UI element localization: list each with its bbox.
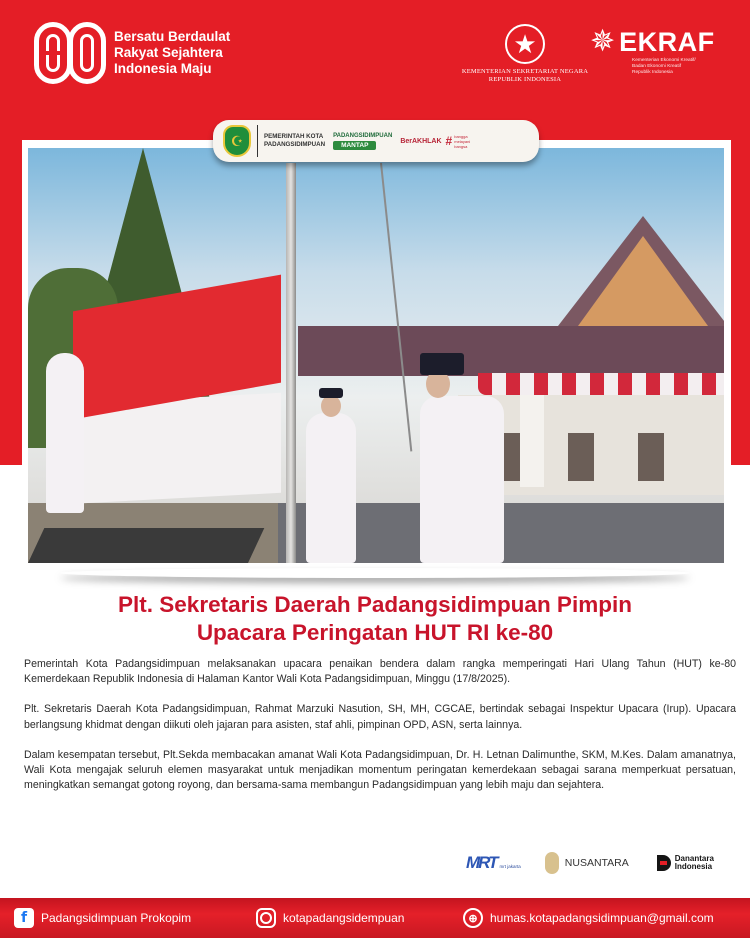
globe-icon: ⊕ bbox=[463, 908, 483, 928]
nusantara-seal-icon bbox=[545, 852, 559, 874]
star-emblem-icon: ★ bbox=[505, 24, 545, 64]
flag-bearer-left bbox=[46, 353, 84, 513]
footer-bar bbox=[0, 898, 750, 938]
red-white-bunting bbox=[478, 373, 724, 395]
padangsidimpuan-mantap-logo: PADANGSIDIMPUAN MANTAP bbox=[333, 132, 393, 149]
facebook-icon: f bbox=[14, 908, 34, 928]
article-body bbox=[24, 657, 736, 808]
flagpole bbox=[286, 163, 296, 563]
hut-ri-80-logo bbox=[34, 22, 230, 84]
paragraph: Pemerintah Kota Padangsidimpuan melaksanakan upacara penaikan bendera dalam rangka memperingati Hari Ulang Tahun (HUT) ke-80 Kemerdekaan Republik Indonesia di Halaman Kantor Wali Kota Padangsidimpuan, Minggu (17/8/2025). bbox=[24, 658, 736, 686]
instagram-link[interactable]: kotapadangsidempuan bbox=[256, 908, 404, 928]
mrt-jakarta-logo: MRT mrt jakarta bbox=[466, 853, 521, 872]
nusantara-logo: NUSANTARA bbox=[545, 852, 629, 874]
flag-bearer-male bbox=[420, 396, 504, 563]
partner-logos bbox=[466, 852, 714, 874]
kemensetneg-logo: ★ KEMENTERIAN SEKRETARIAT NEGARA REPUBLIK INDONESIA bbox=[440, 24, 610, 84]
number-80-mark bbox=[34, 22, 106, 84]
flagpole-base bbox=[28, 528, 264, 563]
ekraf-logo: ✵ EKRAF Kementerian Ekonomi Kreatif/ Badan Ekonomi Kreatif Republik Indonesia bbox=[590, 25, 715, 75]
roof-ornament bbox=[578, 236, 708, 326]
government-logos-pill bbox=[213, 120, 539, 162]
photo-shadow bbox=[60, 568, 690, 578]
instagram-icon bbox=[256, 908, 276, 928]
pemkot-label: PEMERINTAH KOTA PADANGSIDIMPUAN bbox=[264, 133, 326, 148]
bangga-melayani-logo: bangga melayani bangsa bbox=[454, 133, 471, 149]
danantara-logo: Danantara Indonesia bbox=[657, 855, 714, 872]
facebook-link[interactable]: f Padangsidimpuan Prokopim bbox=[14, 908, 191, 928]
padangsidimpuan-crest-icon: ☪ bbox=[223, 125, 251, 157]
flag-bearer-female bbox=[306, 413, 356, 563]
flag-rope bbox=[380, 163, 412, 452]
ekraf-mark-icon: ✵ bbox=[590, 25, 616, 58]
flag-ceremony-photo bbox=[28, 148, 724, 563]
white-pillar bbox=[520, 395, 544, 487]
email-link[interactable]: ⊕ humas.kotapadangsidimpuan@gmail.com bbox=[463, 908, 714, 928]
paragraph: Plt. Sekretaris Daerah Kota Padangsidimpuan, Rahmat Marzuki Nasution, SH, MH, CGCAE, bertindak sebagai Inspektur Upacara (Irup). Upacara berlangsung khidmat dengan diikuti oleh jajaran para asisten, staf ahli, pimpinan OPD, ASN, serta lainnya. bbox=[24, 703, 736, 731]
article-title: Plt. Sekretaris Daerah Padangsidimpuan Pimpin Upacara Peringatan HUT RI ke-80 bbox=[118, 592, 632, 645]
berakhlak-logo: BerAKHLAK bbox=[400, 137, 442, 145]
anniversary-slogan: Bersatu Berdaulat Rakyat Sejahtera Indonesia Maju bbox=[114, 29, 231, 76]
danantara-d-icon bbox=[657, 855, 671, 871]
building-roof bbox=[298, 326, 724, 376]
bangga-melayani-icon: # bbox=[445, 134, 453, 148]
paragraph: Dalam kesempatan tersebut, Plt.Sekda membacakan amanat Wali Kota Padangsidimpuan, Dr. H. Letnan Dalimunthe, SKM, M.Kes. Dalam amanatnya, Wali Kota mengajak seluruh elemen masyarakat untuk menjadikan momentum peringatan kemerdekaan sebagai sarana memperkuat persatuan, meningkatkan semangat gotong royong, dan bersama-sama membangun Padangsidimpuan yang lebih maju dan sejahtera. bbox=[24, 748, 736, 792]
